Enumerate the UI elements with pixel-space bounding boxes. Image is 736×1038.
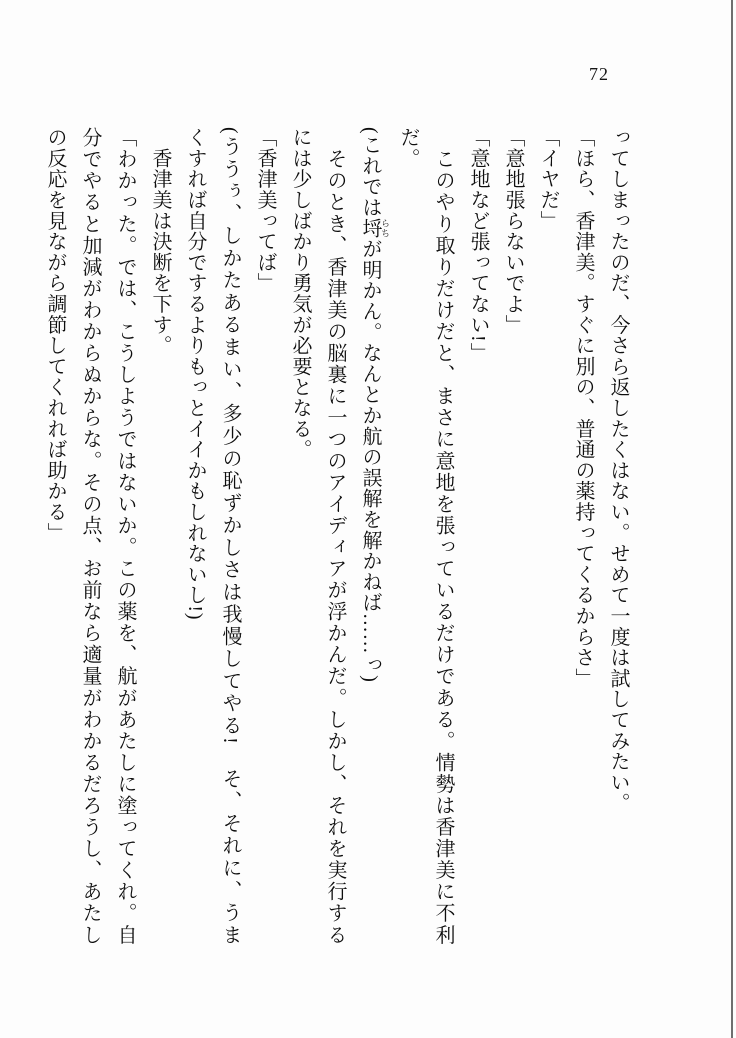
page-number: 72 (589, 64, 609, 84)
text-column: 香津美は決断を下す。 (149, 127, 171, 356)
text-column: (ううぅ、しかたあるまい、多少の恥ずかしさは我慢してやる! そ、それに、うま (219, 127, 241, 945)
text-column: そのとき、香津美の脳裏に一つのアイディアが浮かんだ。しかし、それを実行する (324, 127, 346, 945)
text-column: 「わかった。では、こうしようではないか。この薬を、航があたしに塗ってくれ。自 (114, 127, 136, 945)
text-column: 分でやると加減がわからぬからな。その点、お前なら適量がわかるだろうし、あたし (79, 127, 101, 945)
page-edge-shadow (731, 0, 733, 1038)
text-column: だ。 (397, 127, 419, 169)
text-column: 「意地など張ってない!」 (467, 127, 489, 364)
text-column: の反応を見ながら調節してくれれば助かる」 (44, 127, 66, 543)
text-column: 「香津美ってば」 (254, 127, 276, 294)
text-column: 「ほら、香津美。すぐに別の、普通の薬持ってくるからさ」 (572, 127, 594, 689)
text-column: 「イヤだ」 (537, 127, 559, 231)
text-column: ってしまったのだ、今さら返したくはない。せめて一度は試してみたい。 (607, 127, 629, 814)
text-column: (これでは埒 らちが明かん。なんとか航の誤解を解かねば……っ) (359, 127, 390, 683)
text-column: このやり取りだけだと、まさに意地を張っているだけである。情勢は香津美に不利 (432, 127, 454, 945)
text-block (37, 127, 635, 945)
text-column: くすれば自分でするよりもっとイイかもしれないし!) (184, 127, 206, 621)
text-column: には少しばかり勇気が必要となる。 (289, 127, 311, 460)
furigana-ruby: 埒 らち (359, 217, 390, 239)
text-column: 「意地張らないでよ」 (502, 127, 524, 335)
